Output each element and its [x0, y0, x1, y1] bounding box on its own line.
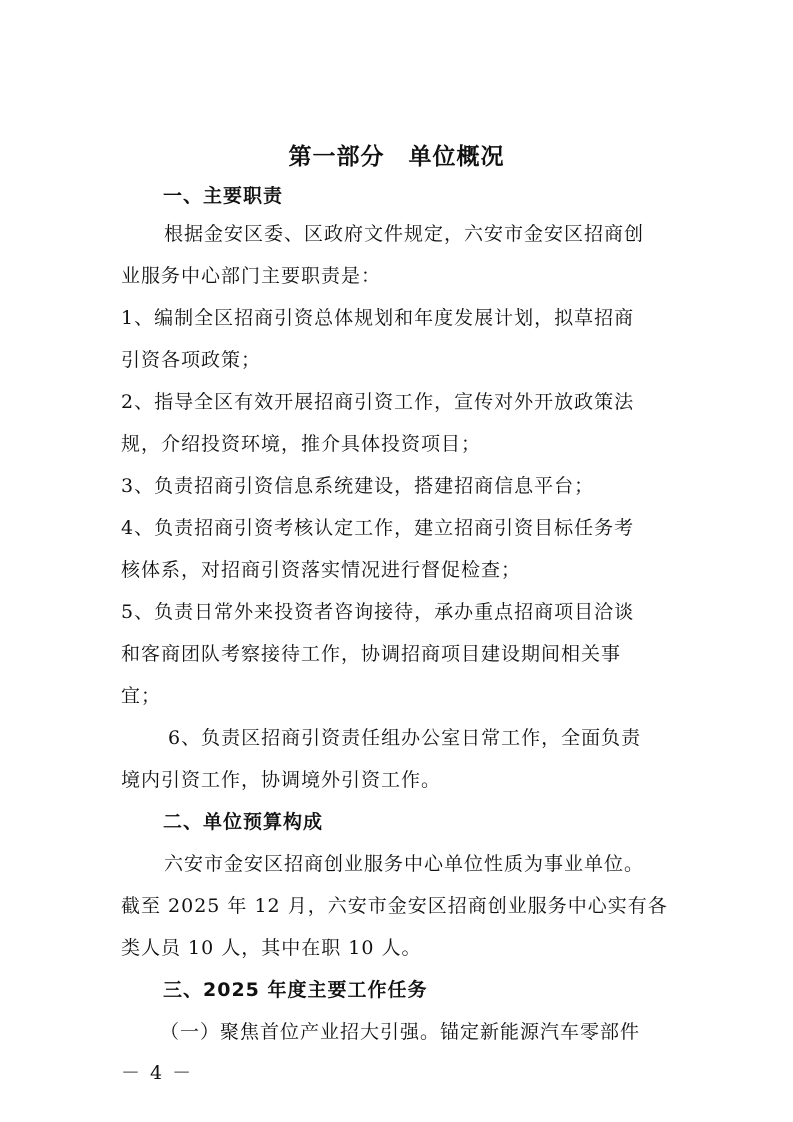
list-item-line: 和客商团队考察接待工作，协调招商项目建设期间相关事 — [121, 643, 622, 665]
list-item-line: 2、指导全区有效开展招商引资工作，宣传对外开放政策法 — [121, 391, 635, 413]
list-item-line: 4、负责招商引资考核认定工作，建立招商引资目标任务考 — [121, 517, 635, 539]
list-item-line: 境内引资工作，协调境外引资工作。 — [121, 769, 442, 791]
paragraph-line: 业服务中心部门主要职责是： — [121, 265, 382, 287]
paragraph-line: 根据金安区委、区政府文件规定，六安市金安区招商创 — [164, 223, 645, 245]
section-heading-tasks: 三、2025 年度主要工作任务 — [163, 979, 428, 1001]
list-item-line: 3、负责招商引资信息系统建设，搭建招商信息平台； — [121, 475, 595, 497]
list-item-line: 核体系，对招商引资落实情况进行督促检查； — [121, 559, 522, 581]
paragraph-line: 截至 2025 年 12 月，六安市金安区招商创业服务中心实有各 — [121, 895, 668, 917]
section-heading-budget: 二、单位预算构成 — [163, 811, 324, 833]
paragraph-line: （一）聚焦首位产业招大引强。锚定新能源汽车零部件 — [160, 1021, 641, 1043]
paragraph-line: 类人员 10 人，其中在职 10 人。 — [121, 937, 422, 959]
list-item-line: 5、负责日常外来投资者咨询接待，承办重点招商项目洽谈 — [121, 601, 635, 623]
list-item-line: 6、负责区招商引资责任组办公室日常工作，全面负责 — [168, 727, 642, 749]
page-number: － 4 － — [121, 1062, 194, 1084]
list-item-line: 1、编制全区招商引资总体规划和年度发展计划，拟草招商 — [121, 307, 635, 329]
paragraph-line: 六安市金安区招商创业服务中心单位性质为事业单位。 — [164, 853, 645, 875]
section-heading-duties: 一、主要职责 — [163, 185, 284, 207]
page-title: 第一部分 单位概况 — [288, 144, 505, 170]
list-item-line: 引资各项政策； — [121, 349, 262, 371]
list-item-line: 宜； — [121, 685, 162, 707]
list-item-line: 规，介绍投资环境，推介具体投资项目； — [121, 433, 482, 455]
